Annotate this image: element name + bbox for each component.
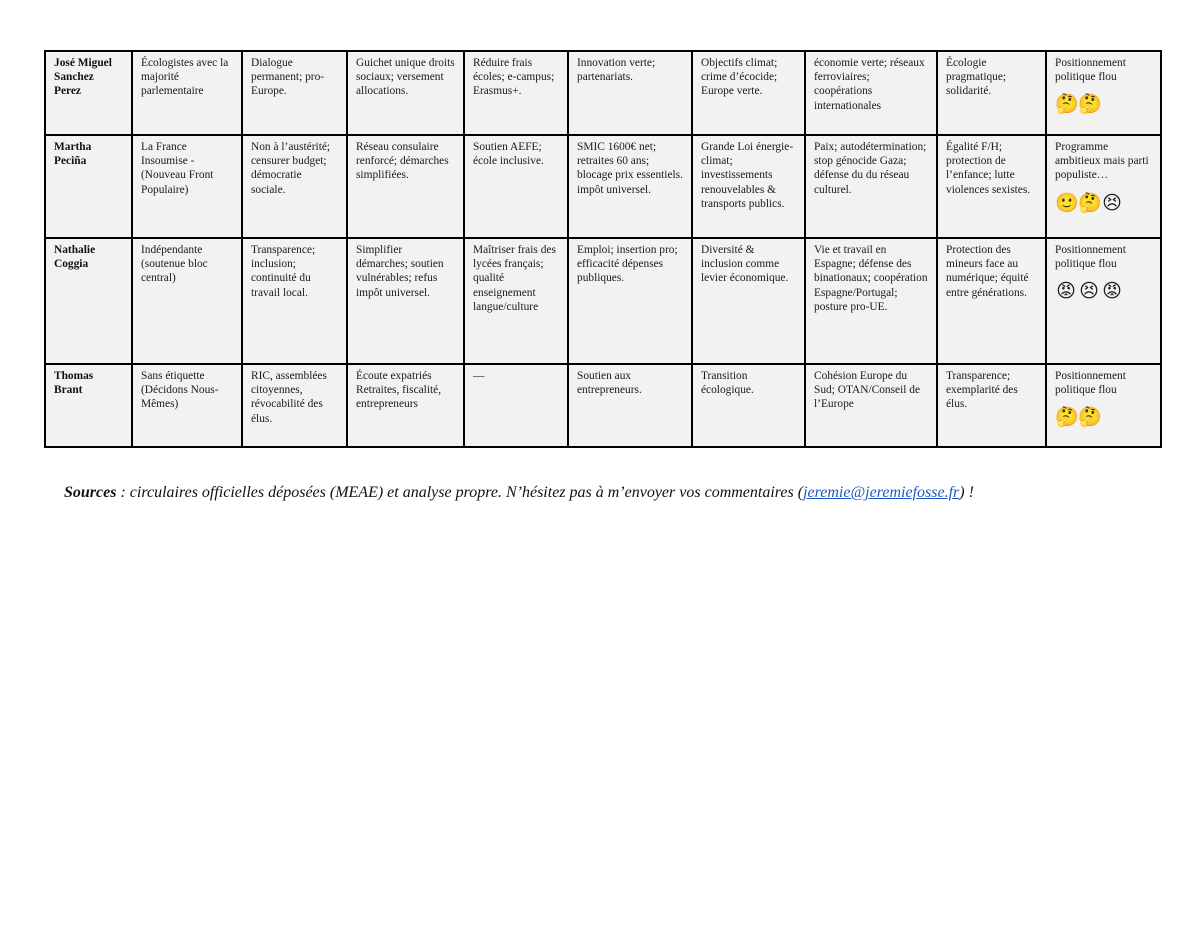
emoji-rating	[1055, 406, 1152, 428]
table-cell: Écologistes avec la majorité parlementaire	[132, 51, 242, 135]
candidate-name: Nathalie Coggia	[45, 238, 132, 364]
thinking-face-icon: 🤔	[1055, 93, 1079, 116]
table-cell: Vie et travail en Espagne; défense des binationaux; coopération Espagne/Portugal; posture pro-UE.	[805, 238, 937, 364]
table-cell: Transition écologique.	[692, 364, 805, 447]
table-row	[45, 364, 1161, 447]
table-cell: Sans étiquette (Décidons Nous-Mêmes)	[132, 364, 242, 447]
table-cell: Grande Loi énergie-climat; investissements renouvelables & transports publics.	[692, 135, 805, 238]
table-cell: Protection des mineurs face au numérique; équité entre générations.	[937, 238, 1046, 364]
sources-footnote	[64, 483, 974, 503]
sources-text: : circulaires officielles déposées (MEAE) et analyse propre. N’hésitez pas à m’envoyer vos commentaires (	[116, 484, 804, 501]
emoji-rating	[1055, 192, 1152, 214]
assessment-text: Positionnement politique flou	[1055, 370, 1126, 397]
candidate-name: Thomas Brant	[45, 364, 132, 447]
emoji-rating	[1055, 280, 1152, 302]
assessment-text: Positionnement politique flou	[1055, 57, 1126, 84]
assessment-text: Programme ambitieux mais parti populiste…	[1055, 141, 1149, 182]
table-cell: économie verte; réseaux ferroviaires; coopérations internationales	[805, 51, 937, 135]
table-cell: Écologie pragmatique; solidarité.	[937, 51, 1046, 135]
table-cell: —	[464, 364, 568, 447]
table-cell: Soutien AEFE; école inclusive.	[464, 135, 568, 238]
table-body	[45, 51, 1161, 447]
table-cell: Transparence; inclusion; continuité du travail local.	[242, 238, 347, 364]
assessment-text: Positionnement politique flou	[1055, 244, 1126, 271]
table-cell: Maîtriser frais des lycées français; qualité enseignement langue/culture	[464, 238, 568, 364]
table-cell: Réseau consulaire renforcé; démarches simplifiées.	[347, 135, 464, 238]
table-row	[45, 238, 1161, 364]
assessment-cell	[1046, 364, 1161, 447]
candidate-name: Martha Peciña	[45, 135, 132, 238]
assessment-cell	[1046, 238, 1161, 364]
slightly-smiling-face-icon: 🙂	[1055, 191, 1079, 214]
table-cell: Diversité & inclusion comme levier économique.	[692, 238, 805, 364]
thinking-face-icon: 🤔	[1078, 93, 1102, 116]
thinking-face-icon: 🤔	[1055, 406, 1079, 429]
table-cell: Emploi; insertion pro; efficacité dépenses publiques.	[568, 238, 692, 364]
sources-closing: ) !	[959, 484, 974, 501]
thinking-face-icon: 🤔	[1078, 191, 1102, 214]
table-cell: Dialogue permanent; pro-Europe.	[242, 51, 347, 135]
table-cell: Non à l’austérité; censurer budget; démocratie sociale.	[242, 135, 347, 238]
table-cell: Écoute expatriés Retraites, fiscalité, entrepreneurs	[347, 364, 464, 447]
table-cell: Réduire frais écoles; e-campus; Erasmus+.	[464, 51, 568, 135]
persevering-face-icon: 😣	[1079, 280, 1099, 303]
table-cell: Objectifs climat; crime d’écocide; Europe verte.	[692, 51, 805, 135]
table-row	[45, 135, 1161, 238]
table-cell: La France Insoumise - (Nouveau Front Populaire)	[132, 135, 242, 238]
angry-face-icon: 😡	[1056, 280, 1076, 303]
table-cell: Soutien aux entrepreneurs.	[568, 364, 692, 447]
thinking-face-icon: 🤔	[1078, 406, 1102, 429]
emoji-rating	[1055, 93, 1152, 115]
table-cell: Égalité F/H; protection de l’enfance; lutte violences sexistes.	[937, 135, 1046, 238]
persevering-face-icon: 😣	[1102, 191, 1122, 214]
sources-label: Sources	[64, 484, 117, 501]
candidates-table	[44, 50, 1162, 448]
table-cell: Simplifier démarches; soutien vulnérables; refus impôt universel.	[347, 238, 464, 364]
table-cell: Innovation verte; partenariats.	[568, 51, 692, 135]
table-cell: Indépendante (soutenue bloc central)	[132, 238, 242, 364]
candidate-name: José Miguel Sanchez Perez	[45, 51, 132, 135]
angry-face-icon: 😡	[1102, 280, 1122, 303]
assessment-cell	[1046, 135, 1161, 238]
table-cell: RIC, assemblées citoyennes, révocabilité des élus.	[242, 364, 347, 447]
assessment-cell	[1046, 51, 1161, 135]
email-link[interactable]: jeremie@jeremiefosse.fr	[803, 484, 960, 501]
table-cell: Cohésion Europe du Sud; OTAN/Conseil de l’Europe	[805, 364, 937, 447]
table-cell: SMIC 1600€ net; retraites 60 ans; blocage prix essentiels. impôt universel.	[568, 135, 692, 238]
table-cell: Guichet unique droits sociaux; versement allocations.	[347, 51, 464, 135]
table-row	[45, 51, 1161, 135]
table-cell: Paix; autodétermination; stop génocide Gaza; défense du du réseau culturel.	[805, 135, 937, 238]
table-cell: Transparence; exemplarité des élus.	[937, 364, 1046, 447]
